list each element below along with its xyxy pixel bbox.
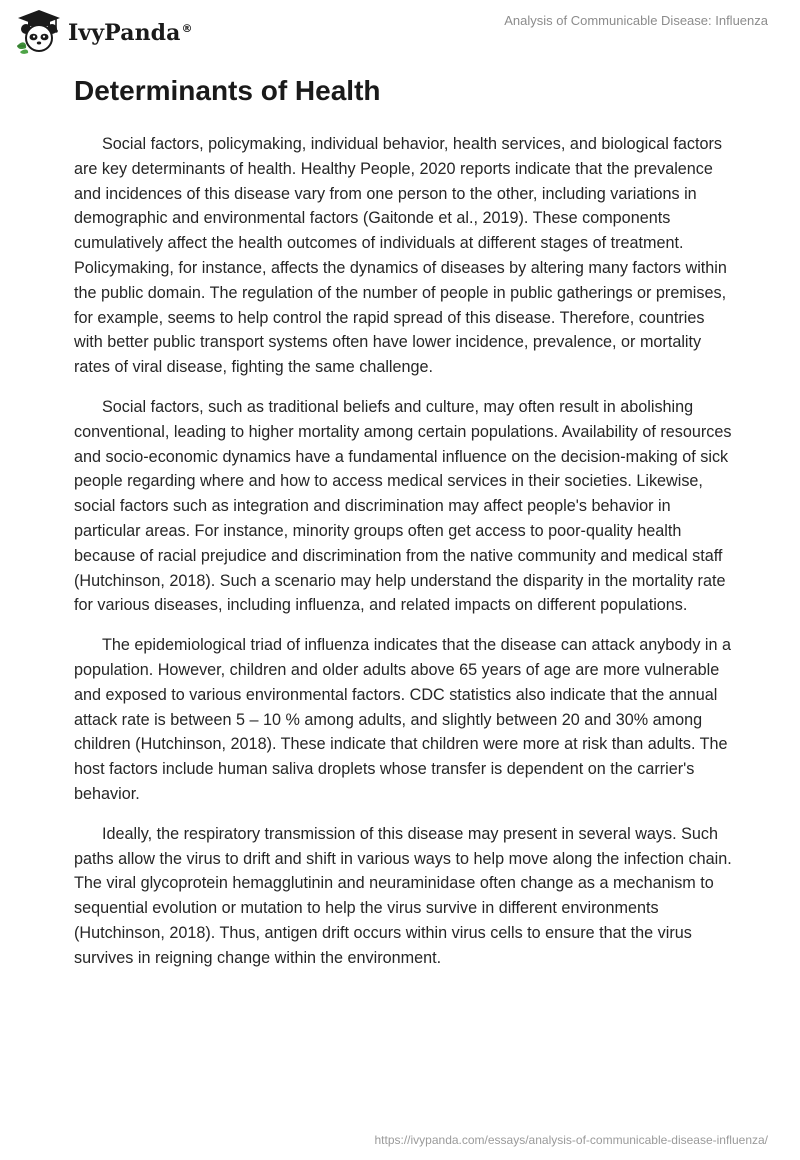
ivypanda-logo[interactable] [14, 8, 193, 54]
paragraph-list [74, 132, 734, 971]
paragraph: Social factors, policymaking, individual behavior, health services, and biological factors are key determinants of health. Healthy People, 2020 reports indicate that the prevalence and incidences of this disease vary from one person to the other, including variations in demographic and environmental factors (Gaitonde et al., 2019). These components cumulatively affect the health outcomes of individuals at different stages of treatment. Policymaking, for instance, affects the dynamics of diseases by altering many factors within the public domain. The regulation of the number of people in public gatherings or premises, for example, seems to help control the rapid spread of this disease. Therefore, countries with better public transport systems often have lower incidence, prevalence, or mortality rates of viral disease, fighting the same challenge. [74, 135, 727, 377]
article-content [74, 68, 734, 986]
source-url-link[interactable]: https://ivypanda.com/essays/analysis-of-communicable-disease-influenza/ [374, 1133, 768, 1147]
page-header [0, 0, 800, 60]
logo-text: IvyPanda® [68, 20, 193, 46]
panda-graduation-cap-icon [14, 8, 64, 54]
paragraph: Social factors, such as traditional beliefs and culture, may often result in abolishing conventional, leading to higher mortality among certain populations. Availability of resources and socio-economic dynamics have a fundamental influence on the decision-making of sick people regarding where and how to access medical services in their societies. Likewise, social factors such as integration and discrimination may affect people's behavior in particular areas. For instance, minority groups often get access to poor-quality health because of racial prejudice and discrimination from the native community and medical staff (Hutchinson, 2018). Such a scenario may help understand the disparity in the mortality rate for various diseases, including influenza, and related impacts on different populations. [74, 397, 732, 615]
registered-mark: ® [181, 21, 193, 35]
section-heading: Determinants of Health [74, 75, 381, 106]
paragraph: Ideally, the respiratory transmission of this disease may present in several ways. Such paths allow the virus to drift and shift in various ways to help move along the infection chain. The viral glycoprotein hemagglutinin and neuraminidase often change as a mechanism to sequential evolution or mutation to help the virus survive in different environments (Hutchinson, 2018). Thus, antigen drift occurs within virus cells to ensure that the virus survives in reigning change within the environment. [74, 824, 732, 967]
document-title: Analysis of Communicable Disease: Influenza [504, 13, 768, 28]
paragraph: The epidemiological triad of influenza indicates that the disease can attack anybody in a population. However, children and older adults above 65 years of age are more vulnerable and exposed to various environmental factors. CDC statistics also indicate that the annual attack rate is between 5 – 10 % among adults, and slightly between 20 and 30% among children (Hutchinson, 2018). These indicate that children were more at risk than adults. The host factors include human saliva droplets whose transfer is dependent on the carrier's behavior. [74, 636, 732, 803]
